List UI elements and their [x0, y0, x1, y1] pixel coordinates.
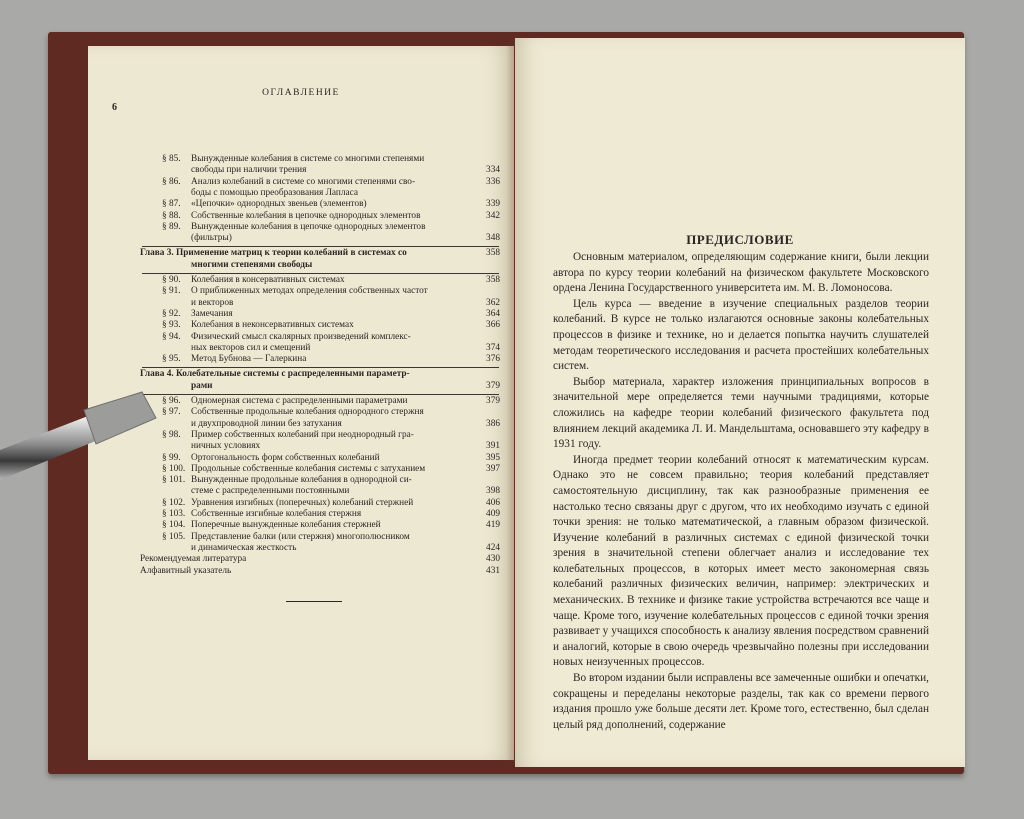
- toc-entry-text: и динамическая жесткость: [191, 542, 297, 553]
- toc-entry-text: боды с помощью преобразования Лапласа: [191, 187, 359, 198]
- end-rule: [286, 601, 342, 602]
- pen-eraser: [84, 392, 156, 444]
- toc-entry-text: Собственные продольные колебания однородного стержня: [191, 407, 424, 418]
- page-number: 6: [112, 102, 117, 113]
- pen-barrel: [0, 416, 98, 480]
- toc-page-number: 398: [486, 486, 500, 497]
- toc-page-number: 395: [486, 452, 500, 463]
- paragraph: Иногда предмет теории колебаний относят к математическим курсам. Однако это не совсем правильно; теория колебаний представляет самостоятельную дисциплину, так как разнообразные применения ее настолько тесно связаны друг с другом, что их необходимо изучать с единой точки зрения: не только математической, а главным образом физической. Изучение колебаний в различных системах с единой физической точки зрения в значительной степени облегчает анализ и исследование тех колебательных процессов, в которых имеет место закономерная связь колебаний различных физических величин, например: электрических и механических. В технике и физике такие устройства встречаются все чаще и чаще. Кроме того, изучение колебательных процессов с единой точки зрения развивает у учащихся способность к анализу явления посредством сравнений и аналогий, которые в свою очередь чрезвычайно полезны при исследовании новых неизученных процессов.: [553, 453, 929, 669]
- toc-entry-text: и векторов: [191, 297, 234, 308]
- toc-entry-text: Собственные изгибные колебания стержня: [191, 509, 362, 519]
- toc-entry-text: Метод Бубнова — Галеркина: [191, 354, 307, 365]
- toc-entry-text: О приближенных методах определения собственных частот: [191, 286, 428, 297]
- preface-title: ПРЕДИСЛОВИЕ: [686, 232, 794, 247]
- toc-entry-text: Замечания: [191, 308, 233, 319]
- toc-entry-text: Представление балки (или стержня) многополюсником: [191, 531, 410, 542]
- toc-page-number: 339: [486, 199, 500, 210]
- toc-section-number: § 92.: [162, 308, 181, 319]
- toc-page-number: 391: [486, 441, 500, 452]
- toc-section-number: § 98.: [162, 429, 181, 440]
- toc-entry-text: Алфавитный указатель: [140, 565, 232, 576]
- paragraph: Выбор материала, характер изложения принципиальных вопросов в значительной мере определяется теми научными традициями, которые сложились на кафедре теории колебаний физического факультета под влиянием лекций академика Л. И. Мандельштама, основавшего эту кафедру в 1931 году.: [553, 375, 929, 451]
- toc-page-number: 376: [486, 354, 500, 365]
- toc-page-number: 379: [486, 396, 500, 406]
- toc-chapter-title: Глава 3. Применение матриц к теории колебаний в системах со: [140, 248, 407, 259]
- toc-section-number: § 95.: [162, 354, 181, 365]
- page-header: ОГЛАВЛЕНИЕ: [262, 88, 340, 98]
- right-page: [515, 38, 965, 767]
- toc-page-number: 386: [486, 418, 500, 429]
- toc-page-number: 424: [486, 542, 500, 553]
- toc-section-number: § 96.: [162, 396, 181, 406]
- toc-rule: [142, 273, 499, 274]
- toc-entry-text: ных векторов сил и смещений: [191, 342, 311, 353]
- toc-entry-text: Собственные колебания в цепочке однородных элементов: [191, 210, 421, 221]
- toc-page-number: 348: [486, 233, 500, 244]
- toc-page-number: 406: [486, 497, 500, 508]
- toc-entry-text: Ортогональность форм собственных колебаний: [191, 452, 380, 463]
- toc-section-number: § 103.: [162, 509, 186, 519]
- toc-section-number: § 94.: [162, 331, 181, 342]
- toc-chapter-title: рами: [191, 380, 213, 391]
- toc-section-number: § 89.: [162, 221, 181, 232]
- toc-section-number: § 105.: [162, 531, 186, 542]
- toc-entry-text: Анализ колебаний в системе со многими степенями сво-: [191, 176, 416, 187]
- toc-page-number: 342: [486, 210, 500, 221]
- toc-entry-text: Пример собственных колебаний при неоднородный гра-: [191, 429, 414, 440]
- paragraph: Во втором издании были исправлены все замеченные ошибки и опечатки, сокращены и переделаны некоторые разделы, так как со времени первого издания прошло уже больше десяти лет. Кроме того, естественно, был сделан целый ряд дополнений, содержание: [553, 672, 929, 731]
- toc-page-number: 431: [486, 565, 500, 576]
- toc-entry-text: Вынужденные колебания в цепочке однородных элементов: [191, 221, 426, 232]
- toc-page-number: 358: [486, 248, 500, 259]
- toc-page-number: 419: [486, 520, 500, 531]
- toc-page-number: 334: [486, 165, 500, 176]
- toc-entry-text: Поперечные вынужденные колебания стержней: [191, 520, 381, 531]
- toc-entry-text: «Цепочки» однородных звеньев (элементов): [191, 199, 367, 210]
- toc-entry-text: Вынужденные продольные колебания в однородной си-: [191, 475, 412, 486]
- toc-entry-text: и двухпроводной линии без затухания: [191, 418, 342, 429]
- toc-section-number: § 100.: [162, 463, 186, 474]
- toc-entry-text: ничных условиях: [191, 441, 261, 452]
- toc-section-number: § 97.: [162, 407, 181, 418]
- toc-rule: [142, 246, 499, 247]
- toc-page-number: 379: [486, 380, 500, 391]
- toc-page-number: 336: [486, 176, 500, 187]
- toc-entry-text: Вынужденные колебания в системе со многими степенями: [191, 154, 425, 164]
- toc-chapter-title: многими степенями свободы: [191, 259, 313, 270]
- toc-section-number: § 87.: [162, 199, 181, 210]
- toc-section-number: § 86.: [162, 176, 181, 187]
- toc-page-number: 397: [486, 463, 500, 474]
- toc-page-number: 358: [486, 275, 500, 285]
- toc-page-number: 374: [486, 342, 500, 353]
- toc-entry-text: Колебания в неконсервативных системах: [191, 320, 354, 331]
- paragraph: Цель курса — введение в изучение специальных разделов теории колебаний. В курсе не только излагаются основные законы колебательных процессов в физике и технике, но и делается попытка научить слушателей методам теоретического исследования и расчета простейших колебательных систем.: [553, 297, 929, 373]
- toc-entry-text: Уравнения изгибных (поперечных) колебаний стержней: [191, 497, 414, 508]
- toc-entry-text: (фильтры): [191, 233, 232, 244]
- toc-page-number: 362: [486, 297, 500, 308]
- toc-entry-text: стеме с распределенными постоянными: [191, 486, 350, 497]
- toc-entry-text: Физический смысл скалярных произведений комплекс-: [191, 331, 411, 342]
- preface-text: [553, 250, 929, 733]
- toc-section-number: § 101.: [162, 475, 186, 486]
- toc-section-number: § 93.: [162, 320, 181, 331]
- toc-entry-text: свободы при наличии трения: [191, 165, 307, 176]
- toc-section-number: § 99.: [162, 452, 181, 463]
- toc-entry-text: Одномерная система с распределенными параметрами: [191, 396, 408, 406]
- toc-section-number: § 91.: [162, 286, 181, 297]
- toc-section-number: § 102.: [162, 497, 186, 508]
- toc-page-number: 430: [486, 554, 500, 565]
- toc-page-number: 366: [486, 320, 500, 331]
- toc-entry-text: Продольные собственные колебания системы с затуханием: [191, 463, 426, 474]
- toc-entry-text: Колебания в консервативных системах: [191, 275, 345, 285]
- toc-chapter-title: Глава 4. Колебательные системы с распределенными параметр-: [140, 369, 410, 380]
- toc-section-number: § 88.: [162, 210, 181, 221]
- toc-rule: [142, 367, 499, 368]
- toc-section-number: § 85.: [162, 154, 181, 164]
- toc-entry-text: Рекомендуемая литература: [140, 554, 247, 565]
- toc-section-number: § 90.: [162, 275, 181, 285]
- pen: [0, 388, 160, 488]
- toc-rule: [142, 394, 499, 395]
- toc-section-number: § 104.: [162, 520, 186, 531]
- paragraph: Основным материалом, определяющим содержание книги, были лекции автора по курсу теории колебаний на физическом факультете Московского ордена Ленина Государственного университета им. М. В. Ломоносова.: [553, 251, 929, 295]
- toc-page-number: 409: [486, 509, 500, 519]
- toc-page-number: 364: [486, 308, 500, 319]
